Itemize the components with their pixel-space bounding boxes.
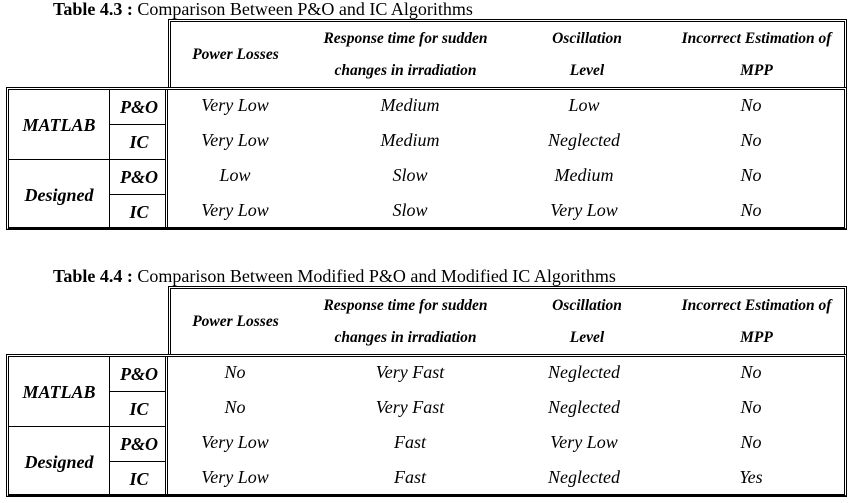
row-divider: [109, 391, 166, 392]
table-cell: Neglected: [548, 397, 620, 417]
column-header-line: MPP: [740, 328, 773, 346]
column-header: [508, 289, 666, 354]
column-header-line: Level: [569, 61, 605, 79]
column-header: [168, 22, 303, 87]
table-cell: Very Fast: [375, 362, 445, 382]
group-label: MATLAB: [22, 114, 96, 135]
caption-label: Table 4.4 :: [53, 266, 133, 286]
group-divider: [9, 426, 166, 427]
group-label: Designed: [24, 184, 94, 205]
table-cell: No: [740, 165, 762, 185]
table-cell: No: [740, 95, 762, 115]
table-cell: Medium: [554, 165, 614, 185]
table-cell: Very Fast: [375, 397, 445, 417]
table-cell: Neglected: [548, 467, 620, 487]
table-cell: Very Low: [201, 467, 269, 487]
column-header-line: Level: [569, 328, 605, 346]
table-cell: No: [740, 432, 762, 452]
caption-text: Comparison Between P&O and IC Algorithms: [132, 0, 473, 19]
table-header: [168, 286, 847, 354]
table-cell: Very Low: [550, 200, 618, 220]
column-header-line: MPP: [740, 61, 773, 79]
column-header-line: Oscillation: [552, 296, 622, 314]
table-cell: No: [740, 362, 762, 382]
caption-label: Table 4.3 :: [53, 0, 133, 19]
column-header: [666, 22, 847, 87]
column-header-line: Power Losses: [192, 312, 279, 330]
column-header-line: Response time for sudden: [323, 296, 488, 314]
table-header: [168, 19, 847, 87]
algorithm-label: IC: [129, 469, 149, 489]
column-header: [303, 289, 508, 354]
algorithm-label: P&O: [120, 97, 158, 117]
table-cell: Neglected: [548, 130, 620, 150]
group-divider: [9, 159, 166, 160]
table-cell: Low: [219, 165, 251, 185]
table-cell: No: [740, 200, 762, 220]
table-4-3-caption: [53, 0, 473, 18]
table-cell: Very Low: [201, 432, 269, 452]
table-cell: No: [224, 397, 246, 417]
table-cell: Yes: [739, 467, 763, 487]
column-header-line: changes in irradiation: [334, 61, 477, 79]
algorithm-label: P&O: [120, 167, 158, 187]
row-divider: [109, 194, 166, 195]
algorithm-label: IC: [129, 202, 149, 222]
column-header-line: Oscillation: [552, 29, 622, 47]
group-label: MATLAB: [22, 381, 96, 402]
column-header: [303, 22, 508, 87]
algorithm-label: IC: [129, 399, 149, 419]
algorithm-label: P&O: [120, 364, 158, 384]
table-cell: Neglected: [548, 362, 620, 382]
algorithm-label: IC: [129, 132, 149, 152]
table-cell: Medium: [380, 95, 440, 115]
table-4-4-caption: [53, 267, 616, 285]
table-body: [6, 354, 847, 497]
column-header-line: changes in irradiation: [334, 328, 477, 346]
table-cell: Fast: [393, 467, 426, 487]
table-cell: Slow: [392, 165, 428, 185]
table-body: [6, 87, 847, 230]
table-cell: Very Low: [201, 200, 269, 220]
table-cell: No: [224, 362, 246, 382]
table-cell: No: [740, 130, 762, 150]
row-divider: [109, 124, 166, 125]
column-header: [168, 289, 303, 354]
caption-text: Comparison Between Modified P&O and Modified IC Algorithms: [132, 266, 616, 286]
column-header: [666, 289, 847, 354]
group-label: Designed: [24, 451, 94, 472]
table-cell: Low: [568, 95, 600, 115]
column-header-line: Response time for sudden: [323, 29, 488, 47]
table-cell: Very Low: [201, 95, 269, 115]
table-cell: Very Low: [550, 432, 618, 452]
row-divider: [109, 461, 166, 462]
table-cell: Medium: [380, 130, 440, 150]
column-header-line: Power Losses: [192, 45, 279, 63]
column-header-line: Incorrect Estimation of: [681, 296, 832, 314]
table-cell: No: [740, 397, 762, 417]
table-cell: Slow: [392, 200, 428, 220]
table-cell: Very Low: [201, 130, 269, 150]
column-header: [508, 22, 666, 87]
algorithm-label: P&O: [120, 434, 158, 454]
column-header-line: Incorrect Estimation of: [681, 29, 832, 47]
table-cell: Fast: [393, 432, 426, 452]
